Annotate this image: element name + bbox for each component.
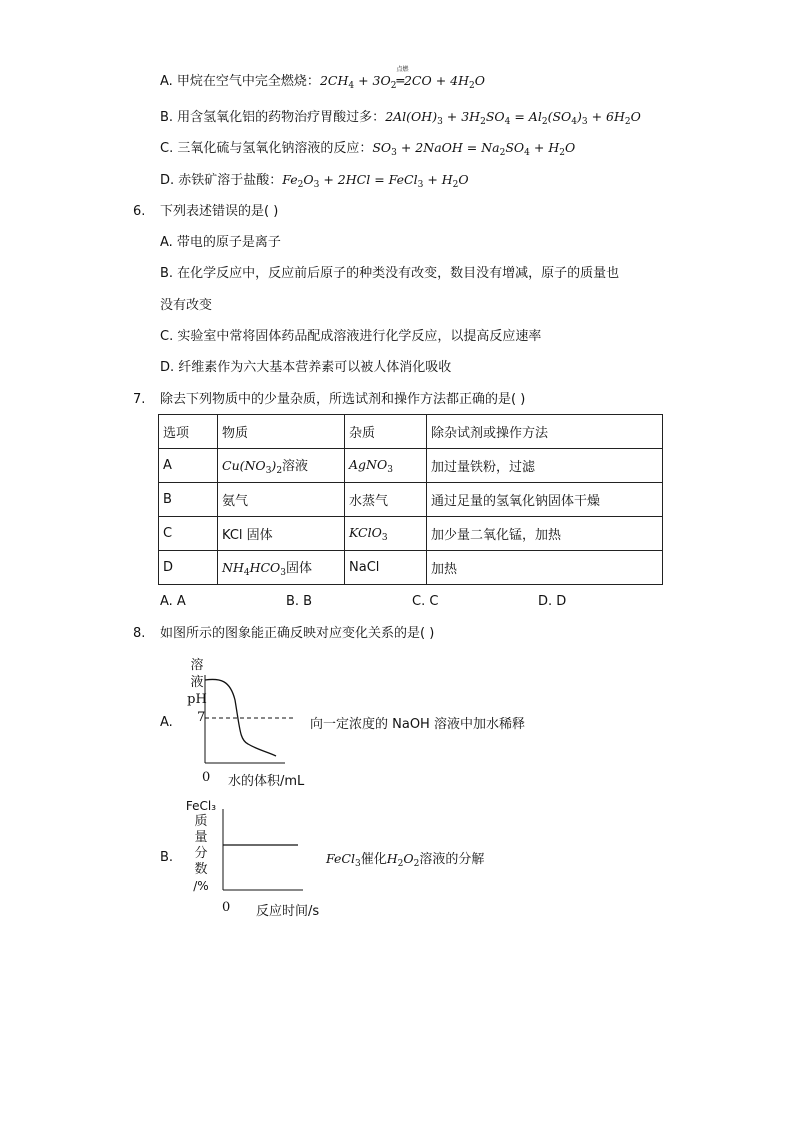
- formula: $SO_3$ + 2NaOH = $Na_2SO_4 + H_2O$: [372, 140, 576, 158]
- ylabel-char: 溶: [190, 658, 204, 673]
- answer-choice-d: D. D: [538, 594, 567, 609]
- reaction-condition: 点燃: [396, 66, 409, 73]
- answer-choice-c: C. C: [412, 594, 439, 609]
- ylabel-char: /%: [193, 879, 209, 893]
- impurity-table: [158, 414, 663, 585]
- cell-substance: 氨气: [218, 483, 345, 517]
- option-text: C. 三氧化硫与氢氧化钠溶液的反应：: [160, 141, 373, 156]
- ylabel-char: 分: [194, 846, 208, 861]
- ylabel-char: 质: [194, 814, 208, 829]
- cell-impurity: AgNO$_3$: [345, 449, 427, 483]
- formula: $Fe_2O_3 + 2HCl$ = FeCl$_3$ + $H_2O$: [282, 172, 469, 190]
- graph-a-plot: [200, 670, 310, 770]
- q8-option-b-label: B.: [160, 850, 174, 865]
- graph-b-plot: [218, 805, 308, 895]
- q5-option-b: [160, 108, 641, 131]
- cell-substance: $Cu(NO_3)_2$溶液: [218, 449, 345, 483]
- header-cell: 物质: [218, 415, 345, 449]
- ylabel-char: 数: [194, 862, 208, 877]
- answer-choice-b: B. B: [286, 594, 313, 609]
- ylabel-char: 液: [190, 675, 204, 690]
- q6-option-d: D. 纤维素作为六大基本营养素可以被人体消化吸收: [160, 360, 452, 375]
- cell-method: 加过量铁粉，过滤: [427, 449, 663, 483]
- graph-a-origin: 0: [202, 770, 211, 785]
- q8-option-a-label: A.: [160, 715, 173, 730]
- cell-suffix: 溶液: [282, 459, 309, 474]
- graph-b-ylabel: [180, 798, 222, 894]
- answer-choice-a: A. A: [160, 594, 186, 609]
- cell-option: C: [159, 517, 218, 551]
- ylabel-char: pH: [187, 692, 207, 707]
- desc-text: 催化: [360, 852, 387, 867]
- question-stem: 除去下列物质中的少量杂质，所选试剂和操作方法都正确的是( ): [160, 392, 526, 407]
- formula: $2CH_4 + 3O_2$ 点燃 ═2CO + $4H_2O$: [320, 73, 485, 88]
- ylabel-char: FeCl₃: [185, 799, 217, 813]
- cell-option: D: [159, 551, 218, 585]
- q5-option-c: [160, 139, 575, 162]
- cell-option: A: [159, 449, 218, 483]
- question-stem: 下列表述错误的是( ): [160, 204, 279, 219]
- option-text: A. 甲烷在空气中完全燃烧：: [160, 74, 320, 89]
- question-stem: 如图所示的图象能正确反映对应变化关系的是( ): [160, 626, 435, 641]
- cell-impurity: NaCl: [345, 551, 427, 585]
- header-cell: 除杂试剂或操作方法: [427, 415, 663, 449]
- table-header: [159, 415, 663, 449]
- table-row: [159, 517, 663, 551]
- header-cell: 杂质: [345, 415, 427, 449]
- q6-option-b-cont: 没有改变: [160, 298, 213, 313]
- question-number: 8.: [133, 626, 146, 641]
- graph-a-description: 向一定浓度的 NaOH 溶液中加水稀释: [310, 717, 525, 732]
- formula: $2Al(OH)_3 + 3H_2SO_4 = Al_2(SO_4)_3 + 6H_2O$: [385, 109, 641, 127]
- cell-method: 通过足量的氢氧化钠固体干燥: [427, 483, 663, 517]
- table-row: [159, 551, 663, 585]
- cell-method: 加少量二氧化锰，加热: [427, 517, 663, 551]
- header-cell: 选项: [159, 415, 218, 449]
- option-text: B. 用含氢氧化铝的药物治疗胃酸过多：: [160, 110, 386, 125]
- cell-method: 加热: [427, 551, 663, 585]
- cell-impurity: KClO$_3$: [345, 517, 427, 551]
- q6-option-c: C. 实验室中常将固体药品配成溶液进行化学反应，以提高反应速率: [160, 329, 542, 344]
- question-number: 7.: [133, 392, 146, 407]
- desc-text: 溶液的分解: [419, 852, 485, 867]
- ylabel-char: 量: [194, 830, 208, 845]
- graph-b-origin: 0: [222, 900, 231, 915]
- question-number: 6.: [133, 204, 146, 219]
- graph-a-xlabel: 水的体积/mL: [228, 774, 305, 789]
- q6-option-b: B. 在化学反应中，反应前后原子的种类没有改变，数目没有增减，原子的质量也: [160, 266, 620, 281]
- graph-b-xlabel: 反应时间/s: [256, 904, 320, 919]
- cell-substance: $NH_4HCO_3$固体: [218, 551, 345, 585]
- table-row: [159, 449, 663, 483]
- q6-option-a: A. 带电的原子是离子: [160, 235, 281, 250]
- option-text: D. 赤铁矿溶于盐酸：: [160, 173, 283, 188]
- table-row: [159, 483, 663, 517]
- cell-impurity: 水蒸气: [345, 483, 427, 517]
- q5-option-a: [160, 66, 486, 95]
- q5-option-d: [160, 171, 469, 194]
- cell-option: B: [159, 483, 218, 517]
- graph-b-description: FeCl$_3$催化$H_2O_2$溶液的分解: [326, 851, 485, 869]
- cell-substance: KCl 固体: [218, 517, 345, 551]
- graph-a-tick-7: 7: [197, 710, 206, 725]
- cell-suffix: 固体: [286, 561, 313, 576]
